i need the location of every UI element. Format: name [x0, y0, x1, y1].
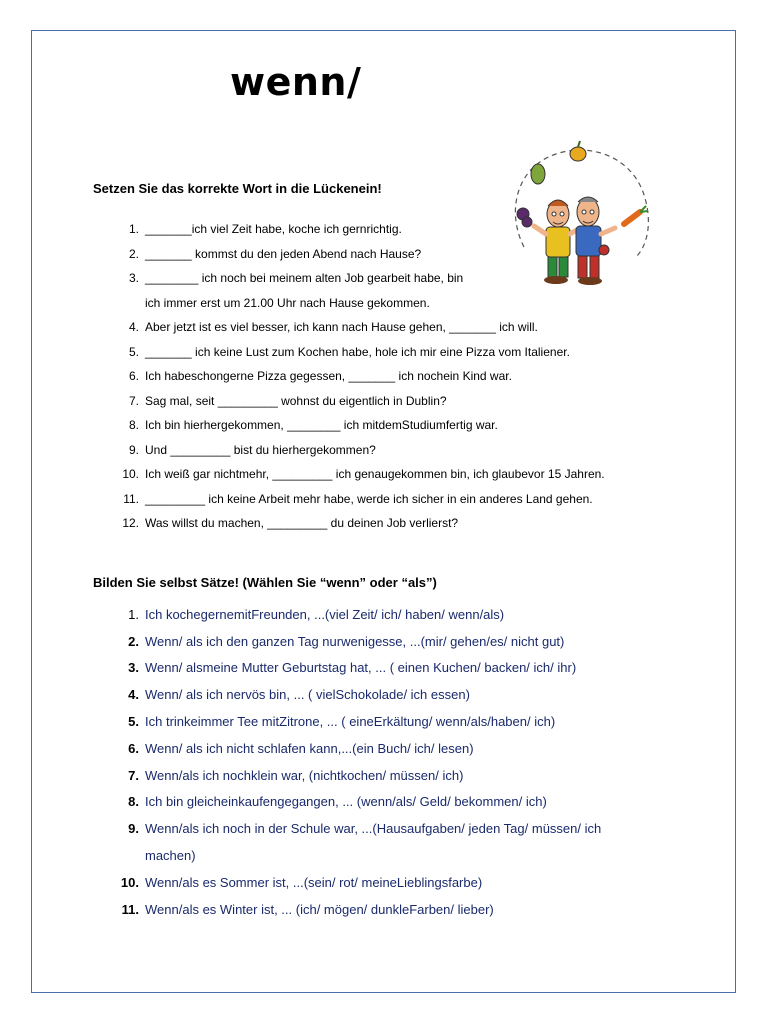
list-item: [93, 628, 673, 655]
item-number: 5.: [128, 344, 139, 359]
item-number: 9.: [128, 821, 139, 837]
list-item: [93, 340, 653, 365]
item-number: 4.: [128, 320, 139, 335]
list-item: [93, 413, 653, 438]
item-text: Sag mal, seit _________ wohnst du eigentlich in Dublin?: [145, 393, 447, 408]
item-number: 12.: [122, 516, 139, 531]
item-number: 9.: [128, 442, 139, 457]
list-item: [93, 708, 673, 735]
item-number: 11.: [123, 491, 139, 506]
item-text: Wenn/als ich noch in der Schule war, ...(Hausaufgaben/ jeden Tag/ müssen/ ich: [145, 821, 602, 837]
item-text: Wenn/als ich nochklein war, (nichtkochen/ müssen/ ich): [145, 767, 464, 783]
item-text: ________ ich noch bei meinem alten Job gearbeit habe, bin: [145, 271, 464, 286]
list-item: [93, 315, 653, 340]
section1-heading: Setzen Sie das korrekte Wort in die Lückenein!: [93, 181, 382, 196]
list-item: [93, 601, 673, 628]
list-item: [93, 735, 673, 762]
list-item: [93, 815, 673, 842]
item-number: 2.: [128, 633, 139, 649]
item-text: ich immer erst um 21.00 Uhr nach Hause gekommen.: [145, 295, 430, 310]
item-text: Ich bin gleicheinkaufengegangen, ... (wenn/als/ Geld/ bekommen/ ich): [145, 794, 547, 810]
list-item-continuation: [93, 291, 653, 316]
exercise1-list: [93, 217, 653, 536]
item-text: Ich habeschongerne Pizza gegessen, _______ ich nochein Kind war.: [145, 369, 512, 384]
item-text: Ich trinkeimmer Tee mitZitrone, ... ( eineErkältung/ wenn/als/haben/ ich): [145, 714, 556, 730]
list-item: [93, 266, 653, 291]
item-text: machen): [145, 848, 196, 864]
list-item: [93, 789, 673, 816]
item-number: 1.: [128, 222, 139, 237]
item-number: 8.: [128, 418, 139, 433]
page-title: wenn/: [230, 60, 362, 104]
item-text: _______ich viel Zeit habe, koche ich gernrichtig.: [145, 222, 402, 237]
item-text: Wenn/ alsmeine Mutter Geburtstag hat, ... ( einen Kuchen/ backen/ ich/ ihr): [145, 660, 577, 676]
item-text: Ich weiß gar nichtmehr, _________ ich genaugekommen bin, ich glaubevor 15 Jahren.: [145, 467, 605, 482]
item-text: Wenn/als es Winter ist, ... (ich/ mögen/ dunkleFarben/ lieber): [145, 901, 494, 917]
item-text: Aber jetzt ist es viel besser, ich kann nach Hause gehen, _______ ich will.: [145, 320, 538, 335]
item-number: 2.: [128, 246, 139, 261]
list-item: [93, 896, 673, 923]
exercise2-list: [93, 601, 673, 923]
item-text: Und _________ bist du hierhergekommen?: [145, 442, 376, 457]
list-item: [93, 389, 653, 414]
item-text: Ich kochegernemitFreunden, ...(viel Zeit/ ich/ haben/ wenn/als): [145, 606, 505, 622]
list-item: [93, 681, 673, 708]
item-number: 3.: [128, 660, 139, 676]
item-number: 8.: [128, 794, 139, 810]
item-text: _________ ich keine Arbeit mehr habe, werde ich sicher in ein anderes Land gehen.: [145, 491, 593, 506]
list-item: [93, 487, 653, 512]
list-item: [93, 655, 673, 682]
item-text: Wenn/als es Sommer ist, ...(sein/ rot/ meineLieblingsfarbe): [145, 874, 483, 890]
item-number: 3.: [128, 271, 139, 286]
item-text: Was willst du machen, _________ du deinen Job verlierst?: [145, 516, 459, 531]
list-item: [93, 217, 653, 242]
list-item: [93, 462, 653, 487]
list-item: [93, 762, 673, 789]
item-text: Ich bin hierhergekommen, ________ ich mitdemStudiumfertig war.: [145, 418, 498, 433]
list-item: [93, 242, 653, 267]
list-item: [93, 869, 673, 896]
item-number: 4.: [128, 687, 139, 703]
list-item-continuation: [93, 842, 673, 869]
item-text: _______ ich keine Lust zum Kochen habe, hole ich mir eine Pizza vom Italiener.: [145, 344, 570, 359]
item-number: 10.: [122, 467, 139, 482]
item-text: Wenn/ als ich den ganzen Tag nurwenigesse, ...(mir/ gehen/es/ nicht gut): [145, 633, 565, 649]
list-item: [93, 364, 653, 389]
item-text: Wenn/ als ich nervös bin, ... ( vielSchokolade/ ich essen): [145, 687, 470, 703]
item-number: 7.: [128, 767, 139, 783]
item-text: _______ kommst du den jeden Abend nach Hause?: [145, 246, 422, 261]
item-text: Wenn/ als ich nicht schlafen kann,...(ein Buch/ ich/ lesen): [145, 740, 474, 756]
item-number: 6.: [128, 369, 139, 384]
list-item: [93, 438, 653, 463]
section2-heading: Bilden Sie selbst Sätze! (Wählen Sie “wenn” oder “als”): [93, 575, 437, 590]
item-number: 7.: [128, 393, 139, 408]
item-number: 5.: [128, 714, 139, 730]
item-number: 6.: [128, 740, 139, 756]
list-item: [93, 511, 653, 536]
item-number: 10.: [120, 874, 139, 890]
item-number: 1.: [128, 606, 139, 622]
item-number: 11.: [121, 901, 139, 917]
